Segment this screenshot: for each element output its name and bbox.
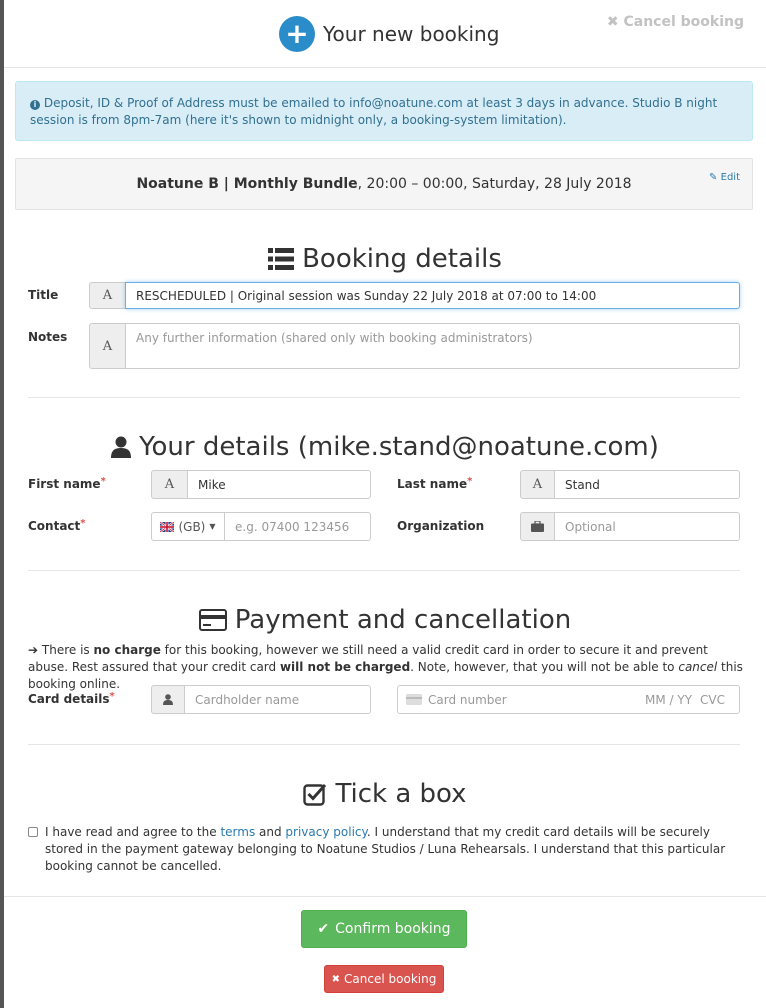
payment-text-3: . Note, however, that you will not be able to <box>410 660 679 674</box>
first-name-input[interactable]: Mike <box>187 470 371 499</box>
tick-heading-text: Tick a box <box>335 779 467 809</box>
info-alert <box>15 81 753 141</box>
payment-bold-2: will not be charged <box>279 660 411 674</box>
modal-title-text: Your new booking <box>323 22 500 46</box>
pencil-icon: ✎ <box>709 172 718 183</box>
contact-label <box>28 518 86 533</box>
organization-label: Organization <box>397 519 485 533</box>
text-format-icon: A <box>89 282 126 309</box>
tick-heading <box>4 777 766 811</box>
uk-flag-icon <box>160 522 174 532</box>
text-format-icon: A <box>520 470 555 499</box>
title-input[interactable]: RESCHEDULED | Original session was Sunday 22 July 2018 at 07:00 to 14:00 <box>125 282 740 309</box>
edit-link-label: Edit <box>720 172 740 183</box>
confirm-booking-button[interactable] <box>301 910 467 948</box>
required-mark: * <box>80 518 86 529</box>
required-mark: * <box>467 476 473 487</box>
payment-text-4: this booking online. <box>28 660 743 691</box>
notes-label: Notes <box>28 330 68 344</box>
card-brand-icon <box>406 694 422 705</box>
agreement-text-2: and <box>255 825 286 839</box>
payment-text-1: There is <box>41 643 94 657</box>
required-mark: * <box>100 476 106 487</box>
cancel-booking-label: Cancel booking <box>344 972 437 986</box>
plus-circle-icon: + <box>279 16 315 52</box>
agreement-text <box>45 824 745 875</box>
modal-title <box>279 16 499 52</box>
first-name-label <box>28 476 106 491</box>
footer-divider <box>4 896 766 897</box>
divider <box>28 570 740 571</box>
cvc-placeholder: CVC <box>700 692 725 707</box>
cardholder-name-input[interactable]: Cardholder name <box>184 685 371 714</box>
payment-text-2: for this booking, however we still need a valid credit card in order to secure it and prevent abuse. Rest assured that your credit card <box>28 643 708 674</box>
divider <box>28 744 740 745</box>
organization-input[interactable]: Optional <box>554 512 740 541</box>
card-details-label-text: Card details <box>28 692 110 706</box>
check-icon: ✔ <box>317 921 330 937</box>
expiry-placeholder: MM / YY <box>644 692 693 707</box>
privacy-policy-link[interactable]: privacy policy <box>285 825 367 839</box>
last-name-label <box>397 476 472 491</box>
last-name-input[interactable]: Stand <box>554 470 740 499</box>
user-icon <box>111 436 131 458</box>
cancel-booking-link-label: Cancel booking <box>623 14 744 30</box>
info-icon: i <box>30 100 40 110</box>
last-name-label-text: Last name <box>397 477 468 491</box>
card-details-label <box>28 691 115 706</box>
title-label: Title <box>28 288 59 302</box>
contact-input[interactable]: e.g. 07400 123456 <box>224 512 371 541</box>
confirm-booking-label: Confirm booking <box>335 921 451 937</box>
contact-label-text: Contact <box>28 519 81 533</box>
first-name-label-text: First name <box>28 477 101 491</box>
country-code-value: (GB) <box>178 519 206 534</box>
edit-link[interactable] <box>709 153 740 203</box>
summary-details: , 20:00 – 00:00, Saturday, 28 July 2018 <box>357 176 632 192</box>
booking-details-heading <box>4 242 766 276</box>
booking-summary <box>15 158 753 210</box>
cancel-booking-link[interactable] <box>607 14 744 30</box>
briefcase-icon <box>520 512 555 541</box>
card-number-placeholder: Card number <box>428 692 507 707</box>
list-icon <box>268 248 294 270</box>
your-details-heading-text: Your details (mike.stand@noatune.com) <box>139 432 659 462</box>
country-code-dropdown[interactable] <box>151 512 225 541</box>
caret-down-icon: ▼ <box>209 522 216 531</box>
your-details-heading <box>4 430 766 464</box>
divider <box>28 397 740 398</box>
check-square-icon <box>303 782 327 806</box>
agree-checkbox[interactable] <box>28 827 38 837</box>
text-format-icon: A <box>151 470 188 499</box>
summary-product: Noatune B | Monthly Bundle <box>136 176 358 192</box>
notes-textarea[interactable]: Any further information (shared only with booking administrators) <box>125 323 740 369</box>
text-format-icon: A <box>89 323 126 369</box>
cancel-booking-button[interactable] <box>324 965 444 993</box>
arrow-right-icon: ➔ <box>28 643 39 657</box>
payment-heading-text: Payment and cancellation <box>234 605 572 635</box>
agreement-text-3: . I understand that my credit card details will be securely stored in the payment gateway belonging to Noatune Studios / Luna Rehearsals. I understand that this particular booking cannot be cancelled. <box>45 825 726 873</box>
credit-card-icon <box>199 609 227 631</box>
payment-italic: cancel <box>678 660 718 674</box>
booking-details-heading-text: Booking details <box>302 244 502 274</box>
close-icon: ✖ <box>331 973 341 985</box>
card-number-input[interactable] <box>397 685 740 714</box>
close-icon: ✖ <box>606 14 619 30</box>
agreement-text-1: I have read and agree to the <box>45 825 221 839</box>
payment-bold-1: no charge <box>93 643 161 657</box>
terms-link[interactable]: terms <box>220 825 256 839</box>
modal-header <box>4 0 766 68</box>
required-mark: * <box>109 691 115 702</box>
info-alert-text: Deposit, ID & Proof of Address must be emailed to info@noatune.com at least 3 days in advance. Studio B night session is from 8pm-7am (here it's shown to midnight only, a booking-system limitation). <box>30 96 718 127</box>
user-icon <box>151 685 185 714</box>
payment-heading <box>4 603 766 637</box>
